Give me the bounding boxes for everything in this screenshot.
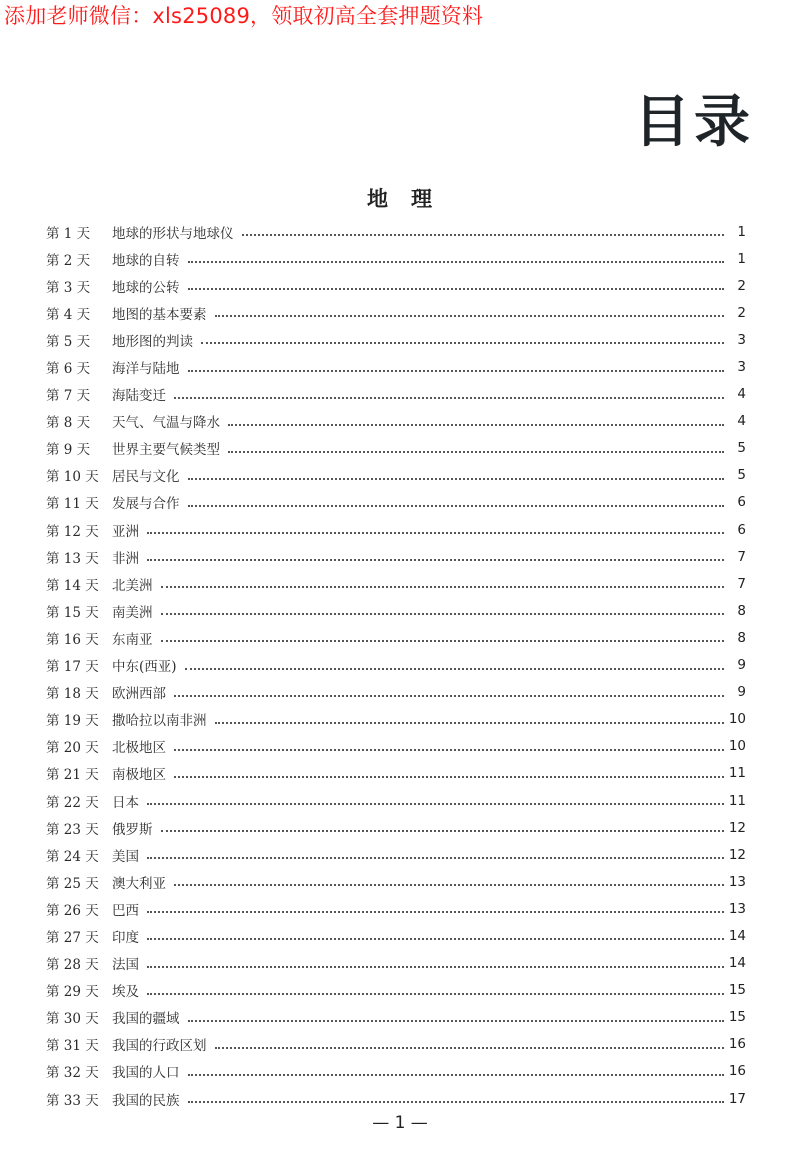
toc-page-number: 17 bbox=[728, 1090, 746, 1107]
toc-day-label: 第 24 天 bbox=[46, 848, 99, 865]
toc-entry bbox=[46, 381, 746, 408]
dot-leader bbox=[188, 369, 725, 372]
dot-leader bbox=[242, 233, 725, 236]
toc-entry-title: 海洋与陆地 bbox=[112, 361, 180, 378]
toc-entry-title: 美国 bbox=[112, 848, 139, 865]
toc-entry bbox=[46, 733, 746, 760]
toc-day-label: 第 33 天 bbox=[46, 1092, 99, 1109]
toc-entry bbox=[46, 408, 746, 435]
toc-entry bbox=[46, 1058, 746, 1085]
toc-day-label: 第 7 天 bbox=[46, 388, 91, 405]
toc-page-number: 2 bbox=[737, 277, 746, 294]
page-title: 目录 bbox=[634, 90, 754, 155]
toc-entry bbox=[46, 977, 746, 1004]
dot-leader bbox=[188, 1019, 725, 1022]
toc-day-label: 第 27 天 bbox=[46, 929, 99, 946]
toc-entry-title: 地球的自转 bbox=[112, 252, 180, 269]
toc-entry-title: 南极地区 bbox=[112, 767, 166, 784]
toc-page-number: 7 bbox=[737, 575, 746, 592]
toc-page-number: 12 bbox=[728, 819, 746, 836]
toc-entry bbox=[46, 218, 746, 245]
toc-day-label: 第 32 天 bbox=[46, 1065, 99, 1082]
toc-page-number: 6 bbox=[737, 521, 746, 538]
toc-entry bbox=[46, 272, 746, 299]
dot-leader bbox=[174, 694, 724, 697]
toc-entry bbox=[46, 435, 746, 462]
dot-leader bbox=[174, 396, 724, 399]
toc-page-number: 1 bbox=[737, 250, 746, 267]
toc-entry-title: 北美洲 bbox=[112, 577, 153, 594]
toc-entry bbox=[46, 760, 746, 787]
toc-day-label: 第 19 天 bbox=[46, 713, 99, 730]
toc-entry-title: 地形图的判读 bbox=[112, 333, 193, 350]
toc-day-label: 第 5 天 bbox=[46, 333, 91, 350]
dot-leader bbox=[228, 423, 724, 426]
dot-leader bbox=[147, 937, 724, 940]
toc-entry-title: 地球的公转 bbox=[112, 279, 180, 296]
dot-leader bbox=[147, 531, 724, 534]
dot-leader bbox=[174, 883, 724, 886]
toc-entry-title: 东南亚 bbox=[112, 631, 153, 648]
toc-day-label: 第 30 天 bbox=[46, 1011, 99, 1028]
dot-leader bbox=[215, 721, 725, 724]
toc-page-number: 16 bbox=[728, 1036, 746, 1053]
toc-day-label: 第 10 天 bbox=[46, 469, 99, 486]
toc-entry-title: 地图的基本要素 bbox=[112, 306, 207, 323]
dot-leader bbox=[147, 910, 724, 913]
toc-day-label: 第 2 天 bbox=[46, 252, 91, 269]
dot-leader bbox=[201, 341, 724, 344]
toc-entry bbox=[46, 299, 746, 326]
toc-day-label: 第 3 天 bbox=[46, 279, 91, 296]
toc-page-number: 4 bbox=[737, 386, 746, 403]
toc-entry-title: 欧洲西部 bbox=[112, 686, 166, 703]
toc-page-number: 9 bbox=[737, 684, 746, 701]
toc-entry-title: 我国的民族 bbox=[112, 1092, 180, 1109]
toc-entry bbox=[46, 787, 746, 814]
toc-day-label: 第 9 天 bbox=[46, 442, 91, 459]
dot-leader bbox=[188, 477, 725, 480]
toc-day-label: 第 14 天 bbox=[46, 577, 99, 594]
toc-entry bbox=[46, 652, 746, 679]
dot-leader bbox=[147, 558, 724, 561]
toc-entry-title: 海陆变迁 bbox=[112, 388, 166, 405]
dot-leader bbox=[188, 504, 725, 507]
toc-page-number: 4 bbox=[737, 413, 746, 430]
toc-page-number: 13 bbox=[728, 873, 746, 890]
toc-page-number: 16 bbox=[728, 1063, 746, 1080]
toc-day-label: 第 11 天 bbox=[46, 496, 99, 513]
toc-page-number: 12 bbox=[728, 846, 746, 863]
toc-entry bbox=[46, 462, 746, 489]
toc-page-number: 14 bbox=[728, 955, 746, 972]
dot-leader bbox=[147, 802, 724, 805]
table-of-contents bbox=[46, 218, 746, 1112]
toc-day-label: 第 31 天 bbox=[46, 1038, 99, 1055]
dot-leader bbox=[147, 992, 724, 995]
toc-entry-title: 埃及 bbox=[112, 984, 139, 1001]
toc-page-number: 3 bbox=[737, 359, 746, 376]
toc-day-label: 第 1 天 bbox=[46, 225, 91, 242]
toc-page-number: 8 bbox=[737, 629, 746, 646]
toc-entry bbox=[46, 353, 746, 380]
toc-entry-title: 天气、气温与降水 bbox=[112, 415, 220, 432]
toc-entry bbox=[46, 1004, 746, 1031]
dot-leader bbox=[161, 585, 725, 588]
toc-page-number: 1 bbox=[737, 223, 746, 240]
toc-entry-title: 印度 bbox=[112, 929, 139, 946]
toc-entry bbox=[46, 326, 746, 353]
toc-day-label: 第 25 天 bbox=[46, 875, 99, 892]
toc-page-number: 15 bbox=[728, 982, 746, 999]
toc-day-label: 第 26 天 bbox=[46, 902, 99, 919]
toc-day-label: 第 18 天 bbox=[46, 686, 99, 703]
toc-day-label: 第 8 天 bbox=[46, 415, 91, 432]
toc-entry bbox=[46, 922, 746, 949]
dot-leader bbox=[185, 667, 724, 670]
dot-leader bbox=[147, 965, 724, 968]
toc-page-number: 2 bbox=[737, 304, 746, 321]
toc-entry bbox=[46, 543, 746, 570]
toc-page-number: 6 bbox=[737, 494, 746, 511]
dot-leader bbox=[161, 829, 725, 832]
toc-entry bbox=[46, 868, 746, 895]
toc-page-number: 3 bbox=[737, 331, 746, 348]
dot-leader bbox=[161, 639, 725, 642]
toc-entry bbox=[46, 1085, 746, 1112]
watermark-text: 添加老师微信：xls25089，领取初高全套押题资料 bbox=[4, 4, 484, 28]
toc-entry bbox=[46, 516, 746, 543]
dot-leader bbox=[188, 1100, 725, 1103]
toc-day-label: 第 17 天 bbox=[46, 659, 99, 676]
toc-entry-title: 地球的形状与地球仪 bbox=[112, 225, 234, 242]
toc-page-number: 15 bbox=[728, 1009, 746, 1026]
toc-entry-title: 南美洲 bbox=[112, 604, 153, 621]
toc-entry-title: 澳大利亚 bbox=[112, 875, 166, 892]
toc-entry-title: 发展与合作 bbox=[112, 496, 180, 513]
toc-entry bbox=[46, 679, 746, 706]
toc-entry-title: 法国 bbox=[112, 957, 139, 974]
dot-leader bbox=[215, 314, 725, 317]
toc-entry bbox=[46, 570, 746, 597]
toc-day-label: 第 13 天 bbox=[46, 550, 99, 567]
toc-entry bbox=[46, 597, 746, 624]
toc-page-number: 7 bbox=[737, 548, 746, 565]
toc-page-number: 13 bbox=[728, 900, 746, 917]
toc-page-number: 11 bbox=[728, 792, 746, 809]
toc-page-number: 5 bbox=[737, 440, 746, 457]
toc-entry-title: 居民与文化 bbox=[112, 469, 180, 486]
dot-leader bbox=[174, 748, 724, 751]
toc-entry-title: 俄罗斯 bbox=[112, 821, 153, 838]
toc-day-label: 第 21 天 bbox=[46, 767, 99, 784]
toc-day-label: 第 15 天 bbox=[46, 604, 99, 621]
toc-page-number: 10 bbox=[728, 738, 746, 755]
dot-leader bbox=[215, 1046, 725, 1049]
toc-day-label: 第 6 天 bbox=[46, 361, 91, 378]
dot-leader bbox=[188, 287, 725, 290]
section-title: 地 理 bbox=[367, 187, 433, 211]
toc-entry bbox=[46, 489, 746, 516]
toc-entry bbox=[46, 706, 746, 733]
toc-day-label: 第 22 天 bbox=[46, 794, 99, 811]
dot-leader bbox=[174, 775, 724, 778]
toc-day-label: 第 23 天 bbox=[46, 821, 99, 838]
toc-day-label: 第 20 天 bbox=[46, 740, 99, 757]
toc-page-number: 9 bbox=[737, 657, 746, 674]
page-number: — 1 — bbox=[372, 1113, 428, 1133]
toc-entry bbox=[46, 624, 746, 651]
toc-day-label: 第 4 天 bbox=[46, 306, 91, 323]
toc-entry-title: 日本 bbox=[112, 794, 139, 811]
toc-entry-title: 巴西 bbox=[112, 902, 139, 919]
toc-day-label: 第 28 天 bbox=[46, 957, 99, 974]
toc-entry-title: 我国的行政区划 bbox=[112, 1038, 207, 1055]
toc-page-number: 5 bbox=[737, 467, 746, 484]
dot-leader bbox=[228, 450, 724, 453]
toc-day-label: 第 12 天 bbox=[46, 523, 99, 540]
toc-page-number: 8 bbox=[737, 602, 746, 619]
toc-entry-title: 世界主要气候类型 bbox=[112, 442, 220, 459]
dot-leader bbox=[147, 856, 724, 859]
toc-entry bbox=[46, 950, 746, 977]
dot-leader bbox=[188, 1073, 725, 1076]
toc-entry bbox=[46, 245, 746, 272]
toc-entry-title: 我国的疆域 bbox=[112, 1011, 180, 1028]
toc-entry-title: 北极地区 bbox=[112, 740, 166, 757]
dot-leader bbox=[188, 260, 725, 263]
toc-day-label: 第 29 天 bbox=[46, 984, 99, 1001]
toc-page-number: 14 bbox=[728, 927, 746, 944]
dot-leader bbox=[161, 612, 725, 615]
toc-entry-title: 亚洲 bbox=[112, 523, 139, 540]
toc-entry bbox=[46, 841, 746, 868]
toc-day-label: 第 16 天 bbox=[46, 631, 99, 648]
toc-page-number: 10 bbox=[728, 711, 746, 728]
toc-entry bbox=[46, 1031, 746, 1058]
toc-page-number: 11 bbox=[728, 765, 746, 782]
toc-entry-title: 中东(西亚) bbox=[112, 659, 177, 676]
toc-entry bbox=[46, 895, 746, 922]
toc-entry-title: 我国的人口 bbox=[112, 1065, 180, 1082]
toc-entry bbox=[46, 814, 746, 841]
toc-entry-title: 撒哈拉以南非洲 bbox=[112, 713, 207, 730]
toc-entry-title: 非洲 bbox=[112, 550, 139, 567]
